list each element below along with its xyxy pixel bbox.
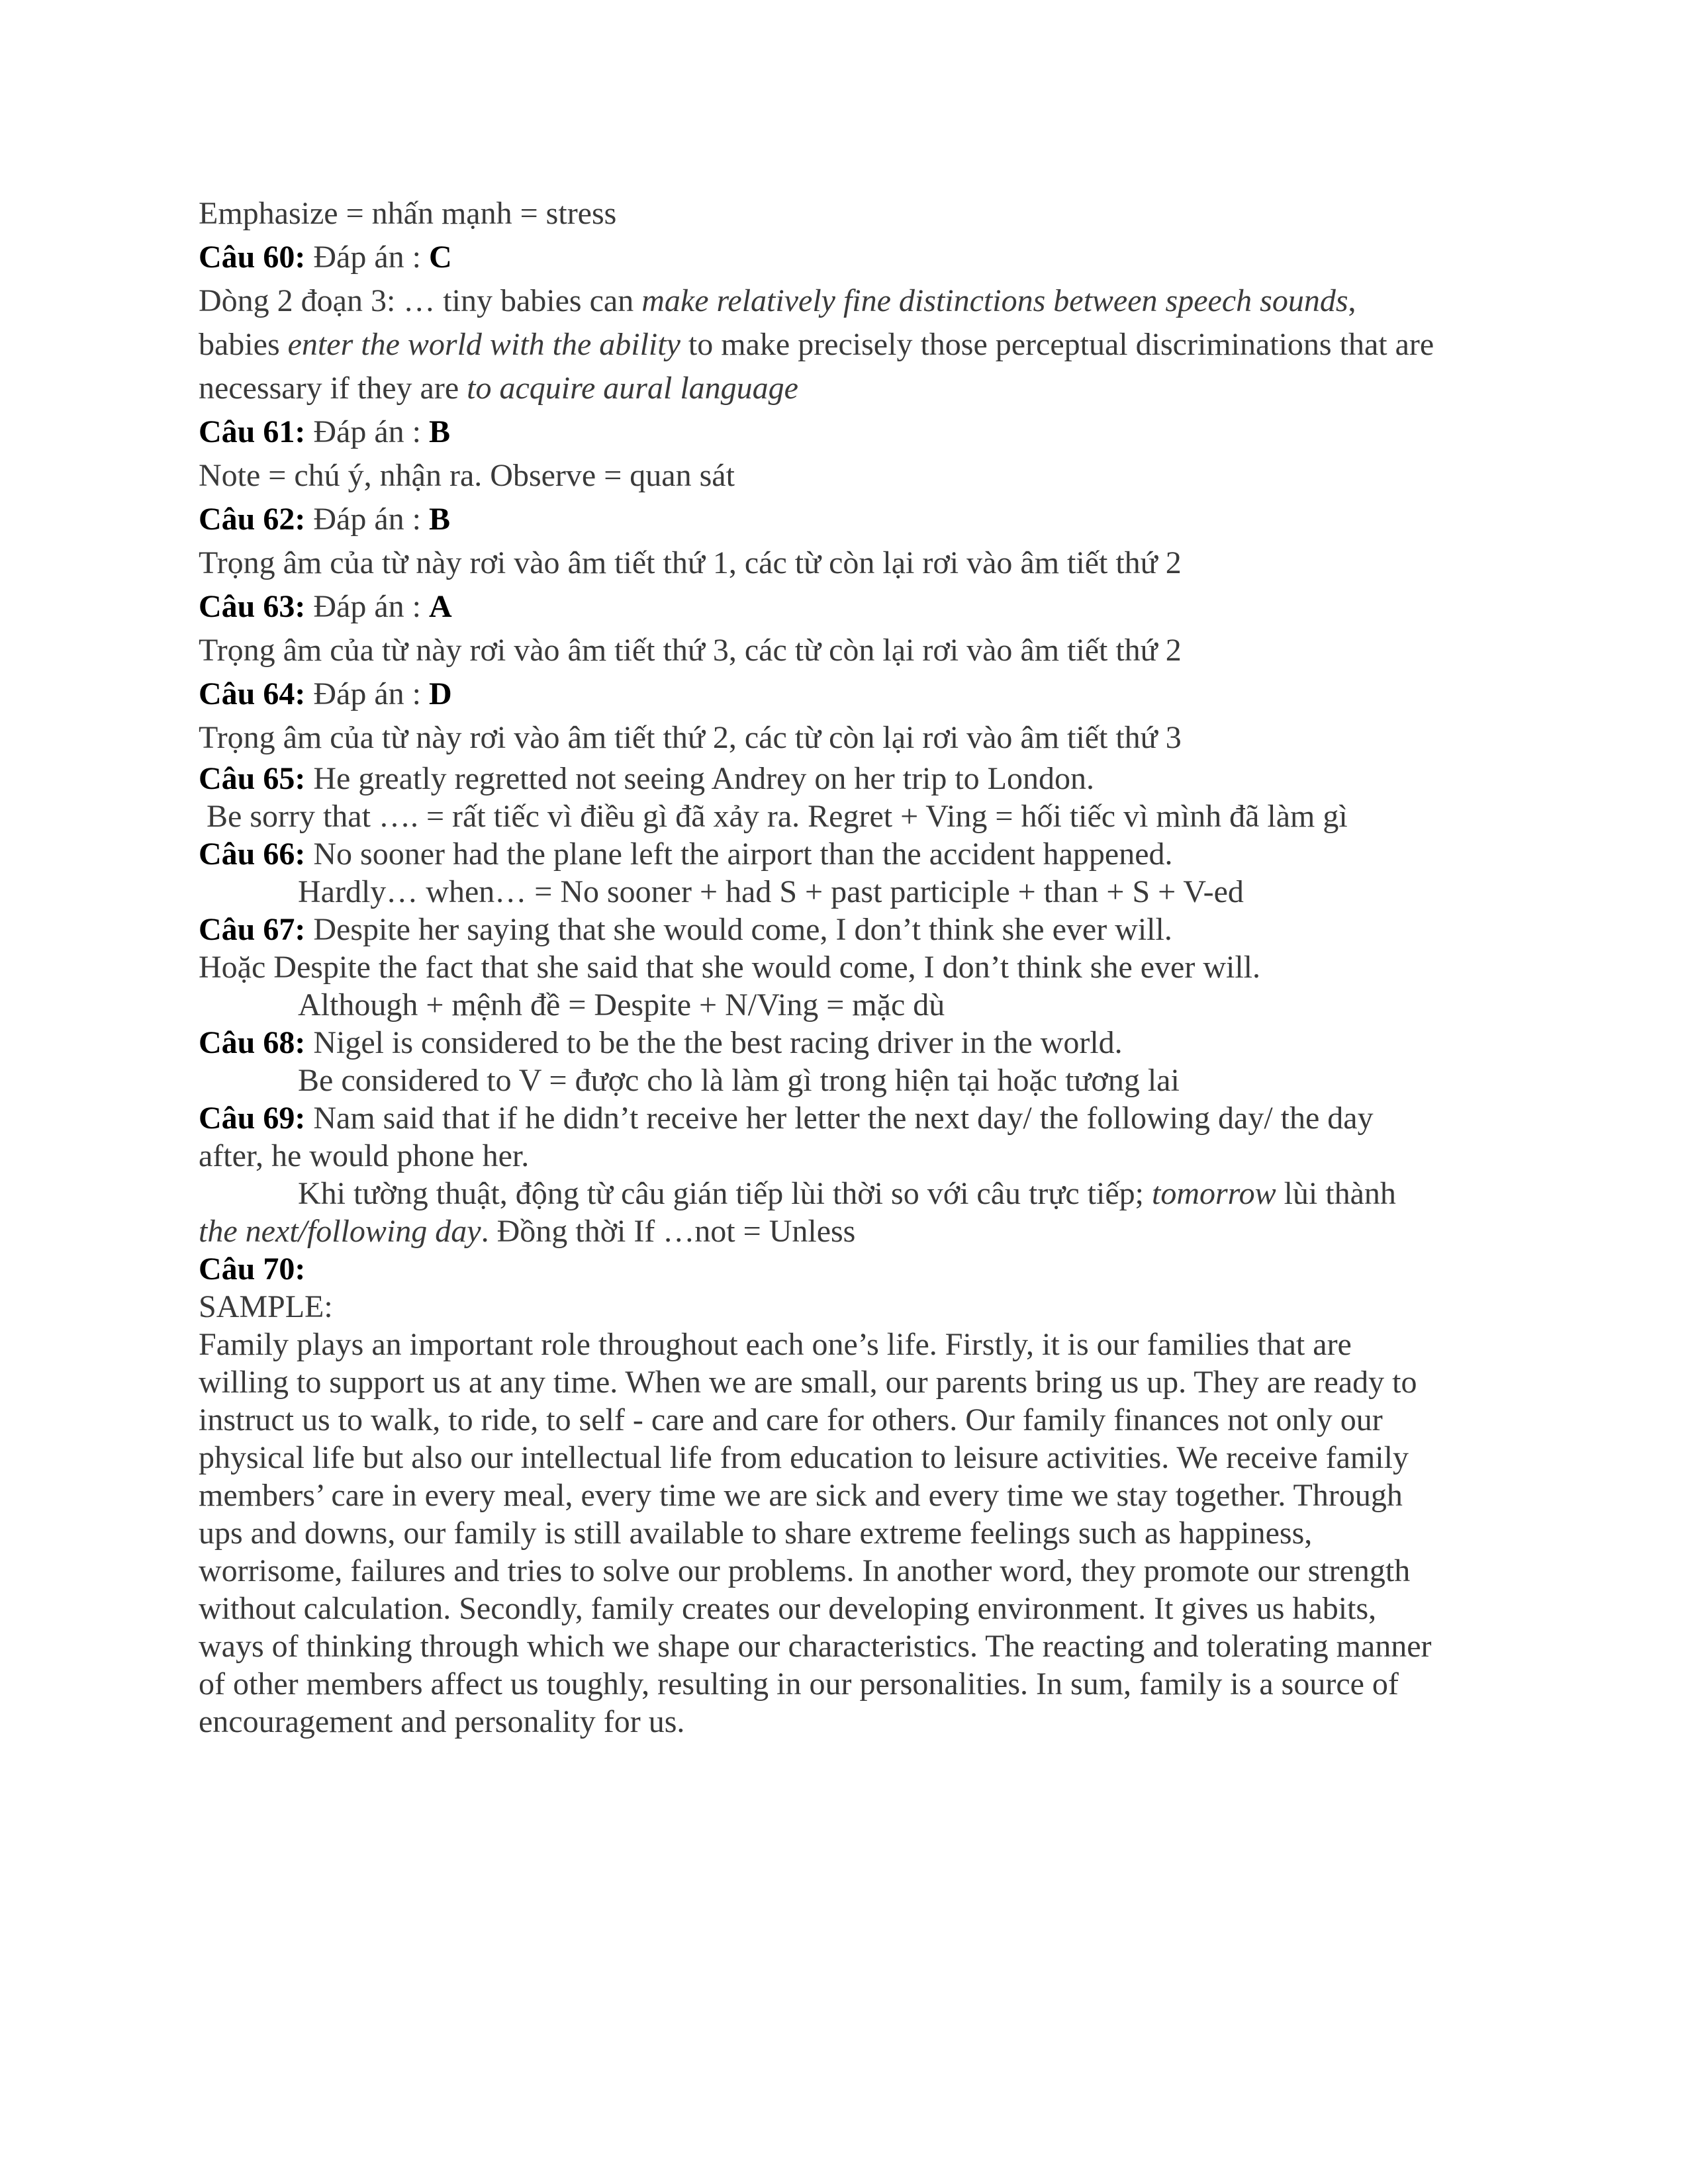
q61-answer-prefix: Đáp án : — [313, 414, 421, 449]
sample-line: without calculation. Secondly, family creates our developing environment. It gives us habits, — [199, 1591, 1377, 1626]
q60-text: babies — [199, 327, 288, 362]
document-page — [199, 192, 1496, 1741]
q66-text: No sooner had the plane left the airport than the accident happened. — [313, 837, 1173, 872]
q62-note: Trọng âm của từ này rơi vào âm tiết thứ 1, các từ còn lại rơi vào âm tiết thứ 2 — [199, 545, 1182, 580]
q63-label: Câu 63: — [199, 589, 306, 624]
sample-line: encouragement and personality for us. — [199, 1704, 685, 1739]
q65-note: Be sorry that …. = rất tiếc vì điều gì đã xảy ra. Regret + Ving = hối tiếc vì mình đã làm gì — [207, 799, 1348, 834]
q60-quote: enter the world with the ability — [287, 327, 680, 362]
sample-line: physical life but also our intellectual life from education to leisure activities. We receive family — [199, 1440, 1409, 1475]
q64-label: Câu 64: — [199, 676, 306, 711]
sample-line: members’ care in every meal, every time we are sick and every time we stay together. Through — [199, 1478, 1403, 1513]
q70-heading — [199, 1250, 1496, 1288]
q66-label: Câu 66: — [199, 837, 306, 872]
sample-line: ways of thinking through which we shape our characteristics. The reacting and tolerating manner — [199, 1629, 1432, 1664]
q63-answer: A — [428, 589, 452, 624]
q60-text: necessary if they are — [199, 371, 467, 406]
q69-label: Câu 69: — [199, 1101, 306, 1136]
q69-note-italic: tomorrow — [1151, 1176, 1276, 1211]
q67-text: Despite her saying that she would come, I don’t think she ever will. — [313, 912, 1172, 947]
q68-heading — [199, 1024, 1496, 1062]
q67-heading — [199, 911, 1496, 948]
q61-note: Note = chú ý, nhận ra. Observe = quan sát — [199, 458, 735, 493]
q69-note-line-1 — [199, 1175, 1496, 1212]
q69-note-text: . Đồng thời If …not = Unless — [481, 1214, 856, 1249]
q64-note: Trọng âm của từ này rơi vào âm tiết thứ 2, các từ còn lại rơi vào âm tiết thứ 3 — [199, 720, 1182, 755]
q63-heading — [199, 585, 1496, 629]
q60-label: Câu 60: — [199, 240, 306, 275]
q61-answer: B — [428, 414, 450, 449]
q63-answer-prefix: Đáp án : — [313, 589, 421, 624]
q66-note: Hardly… when… = No sooner + had S + past participle + than + S + V-ed — [298, 874, 1244, 909]
q62-answer-prefix: Đáp án : — [313, 502, 421, 537]
q61-heading — [199, 410, 1496, 454]
q70-label: Câu 70: — [199, 1251, 306, 1287]
q65-heading — [199, 760, 1496, 797]
q68-note: Be considered to V = được cho là làm gì trong hiện tại hoặc tương lai — [298, 1063, 1180, 1098]
q60-explanation-line-1 — [199, 279, 1496, 323]
q60-quote: to acquire aural language — [467, 371, 798, 406]
q65-text: He greatly regretted not seeing Andrey on her trip to London. — [313, 761, 1094, 796]
q62-answer: B — [428, 502, 450, 537]
emphasize-line: Emphasize = nhấn mạnh = stress — [199, 196, 617, 231]
q69-heading — [199, 1099, 1496, 1137]
sample-line: willing to support us at any time. When we are small, our parents bring us up. They are ready to — [199, 1365, 1417, 1400]
q69-note-text: lùi thành — [1276, 1176, 1396, 1211]
q69-note-italic: the next/following day — [199, 1214, 481, 1249]
q64-heading — [199, 672, 1496, 716]
q60-text: , — [1348, 283, 1356, 318]
q69-note-text: Khi tường thuật, động từ câu gián tiếp lùi thời so với câu trực tiếp; — [298, 1176, 1152, 1211]
q69-note-line-2 — [199, 1212, 1496, 1250]
q62-heading — [199, 498, 1496, 541]
q64-answer-prefix: Đáp án : — [313, 676, 421, 711]
q60-text: Dòng 2 đoạn 3: … tiny babies can — [199, 283, 642, 318]
q69-text: Nam said that if he didn’t receive her letter the next day/ the following day/ the day — [313, 1101, 1374, 1136]
q60-answer-prefix: Đáp án : — [313, 240, 421, 275]
q60-answer: C — [428, 240, 452, 275]
q67-note: Although + mệnh đề = Despite + N/Ving = mặc dù — [298, 987, 945, 1023]
sample-line: instruct us to walk, to ride, to self - care and care for others. Our family finances not only our — [199, 1402, 1383, 1437]
q60-heading — [199, 236, 1496, 279]
sample-line: of other members affect us toughly, resulting in our personalities. In sum, family is a source of — [199, 1666, 1399, 1702]
q66-heading — [199, 835, 1496, 873]
q60-quote: make relatively fine distinctions between speech sounds — [641, 283, 1348, 318]
q63-note: Trọng âm của từ này rơi vào âm tiết thứ 3, các từ còn lại rơi vào âm tiết thứ 2 — [199, 633, 1182, 668]
q68-label: Câu 68: — [199, 1025, 306, 1060]
q60-text: to make precisely those perceptual discriminations that are — [680, 327, 1434, 362]
q67-label: Câu 67: — [199, 912, 306, 947]
q61-label: Câu 61: — [199, 414, 306, 449]
sample-line: Family plays an important role throughout each one’s life. Firstly, it is our families that are — [199, 1327, 1352, 1362]
q69-text-continued: after, he would phone her. — [199, 1138, 530, 1173]
q65-label: Câu 65: — [199, 761, 306, 796]
sample-line: worrisome, failures and tries to solve our problems. In another word, they promote our strength — [199, 1553, 1411, 1588]
q60-explanation-line-3 — [199, 367, 1496, 410]
sample-label: SAMPLE: — [199, 1289, 333, 1324]
sample-line: ups and downs, our family is still available to share extreme feelings such as happiness, — [199, 1516, 1313, 1551]
q67-alternative: Hoặc Despite the fact that she said that she would come, I don’t think she ever will. — [199, 950, 1261, 985]
q62-label: Câu 62: — [199, 502, 306, 537]
q60-explanation-line-2 — [199, 323, 1496, 367]
q64-answer: D — [428, 676, 452, 711]
q68-text: Nigel is considered to be the the best racing driver in the world. — [313, 1025, 1123, 1060]
